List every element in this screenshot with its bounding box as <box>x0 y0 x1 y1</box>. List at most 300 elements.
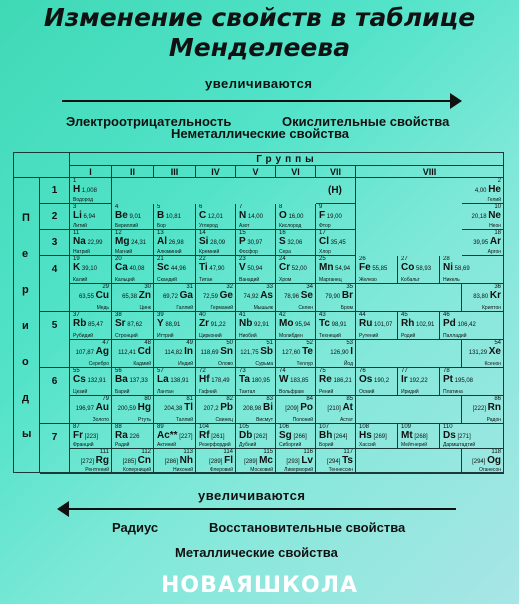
element-name: Азот <box>239 223 250 229</box>
element-symbol: Ni 58,69 <box>443 262 470 273</box>
element-symbol: Fr [223] <box>73 430 99 441</box>
element-name: Сиборгий <box>279 442 302 448</box>
atomic-number: 20 <box>115 256 122 262</box>
atomic-number: 2 <box>497 178 501 184</box>
element-name: Астат <box>339 417 353 423</box>
period-number-6: 6 <box>40 368 70 424</box>
element-cell-li <box>70 204 112 230</box>
element-name: Борий <box>319 442 334 448</box>
atomic-number: 26 <box>359 256 366 262</box>
atomic-number: 6 <box>199 204 203 210</box>
element-symbol: 131,29 Xe <box>468 346 501 357</box>
element-name: Иттрий <box>157 333 174 339</box>
empty-cell <box>356 449 462 474</box>
element-cell-ni <box>440 256 504 284</box>
element-cell-zr <box>196 312 236 340</box>
atomic-number: 27 <box>401 256 408 262</box>
element-symbol: Y 88,91 <box>157 318 181 329</box>
atomic-number: 85 <box>346 396 353 402</box>
element-name: Мышьяк <box>253 305 273 311</box>
element-cell-be <box>112 204 154 230</box>
element-name: Золото <box>92 417 109 423</box>
element-symbol: 72,59 Ge <box>202 290 233 301</box>
atomic-number: 34 <box>306 284 313 290</box>
atomic-number: 33 <box>266 284 273 290</box>
novaya-shkola-logo: НОВАЯШКОЛА <box>160 573 358 598</box>
atomic-number: 13 <box>157 230 164 236</box>
element-name: Алюминий <box>157 249 182 255</box>
element-cell-cl <box>316 230 356 256</box>
element-name: Рубидий <box>73 333 94 339</box>
element-symbol: Db [262] <box>239 430 268 441</box>
element-name: Палладий <box>443 333 467 339</box>
element-symbol: Mo 95,94 <box>279 318 311 329</box>
atomic-number: 112 <box>141 449 151 455</box>
element-name: Селен <box>298 305 313 311</box>
atomic-number: 107 <box>319 424 330 430</box>
atomic-number: 12 <box>115 230 122 236</box>
element-symbol: Cs 132,91 <box>73 374 106 385</box>
atomic-number: 48 <box>144 340 151 346</box>
atomic-number: 106 <box>279 424 290 430</box>
element-cell-os <box>356 368 398 396</box>
atomic-number: 104 <box>199 424 210 430</box>
element-name: Олово <box>218 361 233 367</box>
element-cell-ts <box>316 449 356 474</box>
element-symbol: [289] Mc <box>244 455 273 466</box>
atomic-number: 55 <box>73 368 80 374</box>
element-cell-cu <box>70 284 112 312</box>
element-name: Радий <box>115 442 130 448</box>
atomic-number: 43 <box>319 312 326 318</box>
element-symbol: 114,82 In <box>164 346 193 357</box>
element-name: Барий <box>115 389 130 395</box>
atomic-number: 40 <box>199 312 206 318</box>
element-cell-v <box>236 256 276 284</box>
atomic-number: 7 <box>239 204 243 210</box>
element-cell-og <box>462 449 504 474</box>
bottom-property-reducing: Восстановительные свойства <box>209 520 406 535</box>
element-symbol: Pd 106,42 <box>443 318 476 329</box>
element-name: Лантан <box>157 389 174 395</box>
element-symbol: 20,18 Ne <box>471 210 501 221</box>
element-name: Иридий <box>401 389 419 395</box>
period-number-3: 3 <box>40 230 70 256</box>
atomic-number: 38 <box>115 312 122 318</box>
periods-letter: ы <box>22 428 32 440</box>
element-symbol: S 32,06 <box>279 236 303 247</box>
element-symbol: 79,90 Br <box>325 290 353 301</box>
element-cell-fe <box>356 256 398 284</box>
element-cell-y <box>154 312 196 340</box>
atomic-number: 14 <box>199 230 206 236</box>
atomic-number: 50 <box>226 340 233 346</box>
element-symbol: [285] Cn <box>122 455 151 466</box>
atomic-number: 47 <box>102 340 109 346</box>
element-symbol: 204,38 Tl <box>164 402 193 413</box>
atomic-number: 8 <box>279 204 283 210</box>
element-symbol: [293] Lv <box>286 455 313 466</box>
periodic-table <box>13 152 504 473</box>
element-cell-rg <box>70 449 112 474</box>
element-cell-at <box>316 396 356 424</box>
element-cell-ti <box>196 256 236 284</box>
element-symbol: 127,60 Te <box>282 346 313 357</box>
element-symbol: Fe 55,85 <box>359 262 388 273</box>
element-symbol: Na 22,99 <box>73 236 103 247</box>
element-symbol: 121,75 Sb <box>240 346 273 357</box>
element-symbol: 4,00 He <box>474 184 501 195</box>
element-cell-mo <box>276 312 316 340</box>
element-name: Криптон <box>482 305 501 311</box>
element-name: Цезий <box>73 389 88 395</box>
element-name: Коперниций <box>123 467 151 473</box>
element-cell-na <box>70 230 112 256</box>
element-symbol: Hf 178,49 <box>199 374 230 385</box>
element-symbol: O 16,00 <box>279 210 304 221</box>
atomic-number: 10 <box>494 204 501 210</box>
element-cell-al <box>154 230 196 256</box>
element-symbol: 39,95 Ar <box>473 236 501 247</box>
atomic-number: 78 <box>443 368 450 374</box>
element-name: Рутений <box>359 333 379 339</box>
element-symbol: Si 28,09 <box>199 236 226 247</box>
atomic-number: 18 <box>494 230 501 236</box>
element-name: Дармштадтий <box>443 442 476 448</box>
element-name: Рений <box>319 389 334 395</box>
element-name: Радон <box>486 417 501 423</box>
element-symbol: Ca 40,08 <box>115 262 145 273</box>
element-cell-s <box>276 230 316 256</box>
hydrogen-placeholder: (H) <box>316 178 356 204</box>
atomic-number: 108 <box>359 424 370 430</box>
element-symbol: Ds [271] <box>443 430 471 441</box>
atomic-number: 72 <box>199 368 206 374</box>
element-cell-ru <box>356 312 398 340</box>
page-title-line-1: Изменение свойств в таблице <box>43 3 476 32</box>
element-cell-sr <box>112 312 154 340</box>
element-symbol: Sg [266] <box>279 430 307 441</box>
element-symbol: 196,97 Au <box>75 402 109 413</box>
element-cell-nh <box>154 449 196 474</box>
element-name: Галлий <box>176 305 193 311</box>
element-cell-i <box>316 340 356 368</box>
element-name: Натрий <box>73 249 90 255</box>
atomic-number: 77 <box>401 368 408 374</box>
group-header-7: VII <box>316 166 356 178</box>
element-cell-ba <box>112 368 154 396</box>
element-name: Вольфрам <box>279 389 304 395</box>
element-name: Родий <box>401 333 416 339</box>
element-cell-c <box>196 204 236 230</box>
atomic-number: 23 <box>239 256 246 262</box>
element-cell-ga <box>154 284 196 312</box>
groups-title: Группы <box>70 153 504 166</box>
atomic-number: 44 <box>359 312 366 318</box>
atomic-number: 5 <box>157 204 161 210</box>
period-number-1: 1 <box>40 178 70 204</box>
element-name: Кислород <box>279 223 302 229</box>
atomic-number: 115 <box>263 449 273 455</box>
element-symbol: Ti 47,90 <box>199 262 225 273</box>
element-symbol: 69,72 Ga <box>162 290 193 301</box>
atomic-number: 19 <box>73 256 80 262</box>
element-name: Теллур <box>296 361 313 367</box>
atomic-number: 11 <box>73 230 80 236</box>
element-symbol: Cl 35,45 <box>319 236 346 247</box>
element-name: Тантал <box>239 389 256 395</box>
empty-cell <box>356 284 462 312</box>
element-cell-la <box>154 368 196 396</box>
element-symbol: Mn 54,94 <box>319 262 351 273</box>
element-name: Хром <box>279 277 292 283</box>
element-name: Фосфор <box>239 249 258 255</box>
element-name: Стронций <box>115 333 138 339</box>
element-cell-p <box>236 230 276 256</box>
element-name: Индий <box>178 361 193 367</box>
element-cell-ta <box>236 368 276 396</box>
element-cell-ac <box>154 424 196 449</box>
element-symbol: 83,80 Kr <box>473 290 501 301</box>
atomic-number: 1 <box>73 178 77 184</box>
element-name: Таллий <box>175 417 193 423</box>
period-number-5: 5 <box>40 312 70 368</box>
element-symbol: Rb 85,47 <box>73 318 104 329</box>
element-name: Аргон <box>487 249 501 255</box>
period-number-4: 4 <box>40 256 70 312</box>
element-name: Цирконий <box>199 333 222 339</box>
atomic-number: 46 <box>443 312 450 318</box>
element-name: Неон <box>489 223 501 229</box>
element-symbol: Rf [261] <box>199 430 225 441</box>
period-number-7: 7 <box>40 424 70 474</box>
element-cell-tl <box>154 396 196 424</box>
periods-letter: д <box>22 392 29 404</box>
bottom-property-metallic: Металлические свойства <box>175 545 338 560</box>
atomic-number: 45 <box>401 312 408 318</box>
element-symbol: Ac** [227] <box>157 430 193 441</box>
element-cell-he <box>462 178 504 204</box>
atomic-number: 39 <box>157 312 164 318</box>
element-name: Рентгений <box>85 467 109 473</box>
periods-letter: о <box>22 356 29 368</box>
element-name: Полоний <box>292 417 313 423</box>
element-name: Фтор <box>319 223 331 229</box>
element-cell-w <box>276 368 316 396</box>
atomic-number: 25 <box>319 256 326 262</box>
element-symbol: Ra 226 <box>115 430 140 441</box>
element-cell-mn <box>316 256 356 284</box>
element-symbol: 200,59 Hg <box>117 402 151 413</box>
element-name: Свинец <box>215 417 233 423</box>
element-symbol: V 50,94 <box>239 262 263 273</box>
element-name: Ливерморий <box>284 467 313 473</box>
group-header-3: III <box>154 166 196 178</box>
left-arrow-line <box>68 508 456 510</box>
element-symbol: Zr 91,22 <box>199 318 226 329</box>
atomic-number: 111 <box>99 449 109 455</box>
atomic-number: 3 <box>73 204 77 210</box>
element-cell-zn <box>112 284 154 312</box>
element-cell-ar <box>462 230 504 256</box>
atomic-number: 41 <box>239 312 246 318</box>
atomic-number: 89 <box>157 424 164 430</box>
atomic-number: 76 <box>359 368 366 374</box>
atomic-number: 73 <box>239 368 246 374</box>
element-cell-pb <box>196 396 236 424</box>
element-cell-hg <box>112 396 154 424</box>
element-cell-h <box>70 178 112 204</box>
element-name: Сурьма <box>255 361 273 367</box>
element-symbol: Hs [269] <box>359 430 387 441</box>
atomic-number: 22 <box>199 256 206 262</box>
element-symbol: B 10,81 <box>157 210 181 221</box>
element-cell-kr <box>462 284 504 312</box>
element-symbol: Ba 137,33 <box>115 374 148 385</box>
top-arrow-label: увеличиваются <box>205 76 313 91</box>
element-symbol: Co 58,93 <box>401 262 432 273</box>
element-symbol: [294] Og <box>472 455 501 466</box>
atomic-number: 28 <box>443 256 450 262</box>
element-cell-as <box>236 284 276 312</box>
element-cell-cd <box>112 340 154 368</box>
element-cell-n <box>236 204 276 230</box>
element-cell-rf <box>196 424 236 449</box>
atomic-number: 9 <box>319 204 323 210</box>
element-name: Хлор <box>319 249 331 255</box>
element-name: Ванадий <box>239 277 260 283</box>
element-symbol: Pt 195,08 <box>443 374 474 385</box>
element-symbol: [294] Ts <box>327 455 353 466</box>
element-cell-br <box>316 284 356 312</box>
periods-label <box>14 178 40 473</box>
left-arrow-head-icon <box>57 501 69 517</box>
periods-letter: и <box>22 320 29 332</box>
element-symbol: Rh 102,91 <box>401 318 435 329</box>
periods-letter: е <box>22 248 29 260</box>
atomic-number: 105 <box>239 424 250 430</box>
element-name: Водород <box>73 197 94 203</box>
element-symbol: [222] Rn <box>472 402 501 413</box>
element-cell-nb <box>236 312 276 340</box>
element-name: Мейтнерий <box>401 442 427 448</box>
element-cell-mc <box>236 449 276 474</box>
element-symbol: Tc 98,91 <box>319 318 347 329</box>
element-name: Платина <box>443 389 463 395</box>
element-cell-cr <box>276 256 316 284</box>
atomic-number: 21 <box>157 256 164 262</box>
element-cell-ca <box>112 256 154 284</box>
atomic-number: 113 <box>183 449 193 455</box>
right-arrow-line <box>62 100 450 102</box>
element-cell-tc <box>316 312 356 340</box>
element-cell-fl <box>196 449 236 474</box>
element-symbol: Os 190,2 <box>359 374 390 385</box>
atomic-number: 79 <box>102 396 109 402</box>
group-header-4: IV <box>196 166 236 178</box>
element-symbol: 74,92 As <box>243 290 273 301</box>
atomic-number: 37 <box>73 312 80 318</box>
element-symbol: Mt [268] <box>401 430 428 441</box>
period-number-2: 2 <box>40 204 70 230</box>
atomic-number: 17 <box>319 230 326 236</box>
periods-letter: П <box>22 212 30 224</box>
element-name: Бор <box>157 223 166 229</box>
element-name: Ксенон <box>484 361 501 367</box>
atomic-number: 52 <box>306 340 313 346</box>
element-cell-rn <box>462 396 504 424</box>
element-cell-au <box>70 396 112 424</box>
element-cell-bh <box>316 424 356 449</box>
atomic-number: 24 <box>279 256 286 262</box>
element-symbol: La 138,91 <box>157 374 189 385</box>
empty-cell <box>356 396 462 424</box>
atomic-number: 116 <box>303 449 313 455</box>
element-name: Марганец <box>319 277 342 283</box>
element-symbol: 208,98 Bi <box>242 402 273 413</box>
element-symbol: [289] Fl <box>209 455 233 466</box>
element-cell-po <box>276 396 316 424</box>
element-cell-sn <box>196 340 236 368</box>
element-symbol: 63,55 Cu <box>78 290 109 301</box>
element-symbol: Bh [264] <box>319 430 348 441</box>
element-symbol: C 12,01 <box>199 210 223 221</box>
element-cell-k <box>70 256 112 284</box>
element-symbol: W 183,85 <box>279 374 309 385</box>
element-name: Дубний <box>239 442 257 448</box>
atomic-number: 80 <box>144 396 151 402</box>
element-name: Кремний <box>199 249 220 255</box>
element-cell-ag <box>70 340 112 368</box>
atomic-number: 4 <box>115 204 119 210</box>
element-symbol: Sr 87,62 <box>115 318 143 329</box>
element-name: Актиний <box>157 442 177 448</box>
atomic-number: 81 <box>186 396 193 402</box>
element-symbol: Ir 192,22 <box>401 374 428 385</box>
element-cell-bi <box>236 396 276 424</box>
element-symbol: 118,69 Sn <box>200 346 233 357</box>
element-symbol: [286] Nh <box>164 455 193 466</box>
group-header-8: VIII <box>356 166 504 178</box>
element-name: Железо <box>359 277 377 283</box>
periods-letter: р <box>22 284 29 296</box>
element-name: Германий <box>210 305 233 311</box>
element-cell-ds <box>440 424 504 449</box>
top-property-nonmetallic: Неметаллические свойства <box>171 126 350 141</box>
atomic-number: 109 <box>401 424 412 430</box>
element-cell-ne <box>462 204 504 230</box>
atomic-number: 110 <box>443 424 453 430</box>
element-cell-sc <box>154 256 196 284</box>
atomic-number: 86 <box>494 396 501 402</box>
element-cell-ir <box>398 368 440 396</box>
element-name: Франций <box>73 442 94 448</box>
element-cell-hs <box>356 424 398 449</box>
element-symbol: Cr 52,00 <box>279 262 307 273</box>
atomic-number: 29 <box>102 284 109 290</box>
element-name: Серебро <box>88 361 109 367</box>
element-symbol: Mg 24,31 <box>115 236 147 247</box>
group-header-2: II <box>112 166 154 178</box>
element-name: Кобальт <box>401 277 420 283</box>
element-name: Осмий <box>359 389 375 395</box>
element-cell-mg <box>112 230 154 256</box>
element-name: Бром <box>340 305 353 311</box>
element-name: Литий <box>73 223 87 229</box>
atomic-number: 118 <box>491 449 501 455</box>
element-symbol: [272] Rg <box>80 455 109 466</box>
atomic-number: 117 <box>343 449 353 455</box>
